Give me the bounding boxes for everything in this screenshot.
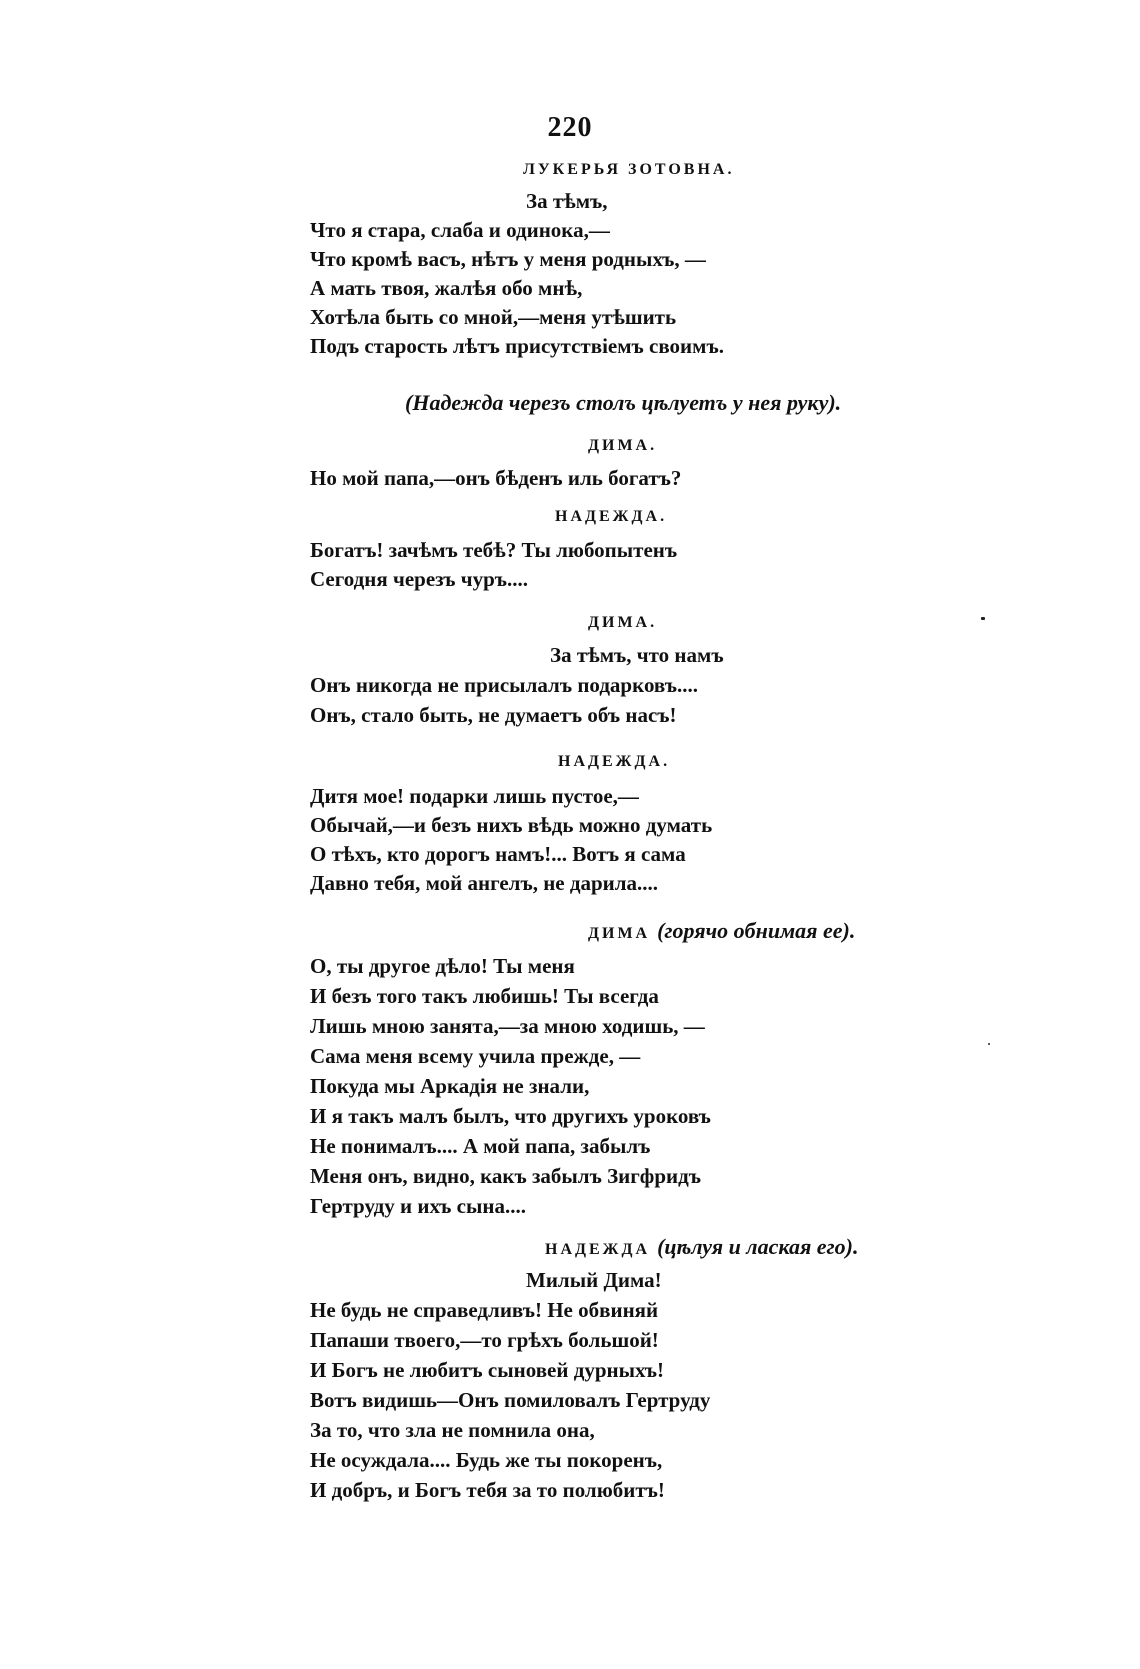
scan-speck — [988, 1043, 990, 1045]
speaker-with-direction — [545, 1235, 859, 1262]
verse-line: Сама меня всему учила прежде, — — [310, 1044, 641, 1068]
verse-line: Сегодня черезъ чуръ.... — [310, 567, 528, 591]
verse-line: Богатъ! зачѣмъ тебѣ? Ты любопытенъ — [310, 538, 678, 562]
verse-line: Гертруду и ихъ сына.... — [310, 1194, 526, 1218]
stage-direction: (Надежда черезъ столъ цѣлуетъ у нея руку). — [405, 390, 842, 415]
scan-speck — [981, 617, 985, 620]
speaker-name: НАДЕЖДА. — [555, 508, 668, 525]
verse-line: Меня онъ, видно, какъ забылъ Зигфридъ — [310, 1164, 701, 1188]
verse-line: За то, что зла не помнила она, — [310, 1418, 595, 1442]
verse-line: И добръ, и Богъ тебя за то полюбитъ! — [310, 1478, 665, 1502]
speaker-name: НАДЕЖДА — [545, 1241, 651, 1258]
verse-line: Не будь не справедливъ! Не обвиняй — [310, 1298, 659, 1322]
verse-line: Онъ никогда не присылалъ подарковъ.... — [310, 673, 698, 697]
speaker-name: НАДЕЖДА. — [558, 753, 671, 770]
verse-line: Что я стара, слаба и одинока,— — [310, 218, 610, 242]
speaker-name: ДИМА — [588, 925, 651, 942]
speaker-name: ДИМА. — [588, 437, 658, 454]
verse-line: Хотѣла быть со мной,—меня утѣшить — [310, 305, 677, 329]
speaker-name: ДИМА. — [588, 614, 658, 631]
verse-line: О, ты другое дѣло! Ты меня — [310, 954, 575, 978]
verse-line: Вотъ видишь—Онъ помиловалъ Гертруду — [310, 1388, 711, 1412]
stage-direction: (цѣлуя и лаская его). — [657, 1234, 859, 1259]
verse-line: О тѣхъ, кто дорогъ намъ!... Вотъ я сама — [310, 842, 686, 866]
verse-line: За тѣмъ, — [526, 189, 608, 213]
verse-line: Но мой папа,—онъ бѣденъ иль богатъ? — [310, 466, 682, 490]
verse-line: Милый Дима! — [526, 1268, 662, 1292]
speaker-with-direction — [588, 919, 855, 946]
verse-line: За тѣмъ, что намъ — [550, 643, 724, 667]
verse-line: Давно тебя, мой ангелъ, не дарила.... — [310, 871, 659, 895]
verse-line: И безъ того такъ любишь! Ты всегда — [310, 984, 659, 1008]
stage-direction: (горячо обнимая ее). — [657, 918, 856, 943]
verse-line: Подъ старость лѣтъ присутствіемъ своимъ. — [310, 334, 724, 358]
verse-line: Дитя мое! подарки лишь пустое,— — [310, 784, 639, 808]
verse-line: И я такъ малъ былъ, что другихъ уроковъ — [310, 1104, 711, 1128]
verse-line: Покуда мы Аркадія не знали, — [310, 1074, 590, 1098]
page-number: 220 — [547, 112, 593, 143]
verse-line: И Богъ не любитъ сыновей дурныхъ! — [310, 1358, 664, 1382]
verse-line: Обычай,—и безъ нихъ вѣдь можно думать — [310, 813, 713, 837]
verse-line: Онъ, стало быть, не думаетъ объ насъ! — [310, 703, 677, 727]
verse-line: Не осуждала.... Будь же ты покоренъ, — [310, 1448, 663, 1472]
verse-line: Что кромѣ васъ, нѣтъ у меня родныхъ, — — [310, 247, 706, 271]
verse-line: Лишь мною занята,—за мною ходишь, — — [310, 1014, 705, 1038]
speaker-name: ЛУКЕРЬЯ ЗОТОВНА. — [523, 161, 735, 178]
verse-line: Не понималъ.... А мой папа, забылъ — [310, 1134, 651, 1158]
verse-line: А мать твоя, жалѣя обо мнѣ, — [310, 276, 583, 300]
verse-line: Папаши твоего,—то грѣхъ большой! — [310, 1328, 659, 1352]
